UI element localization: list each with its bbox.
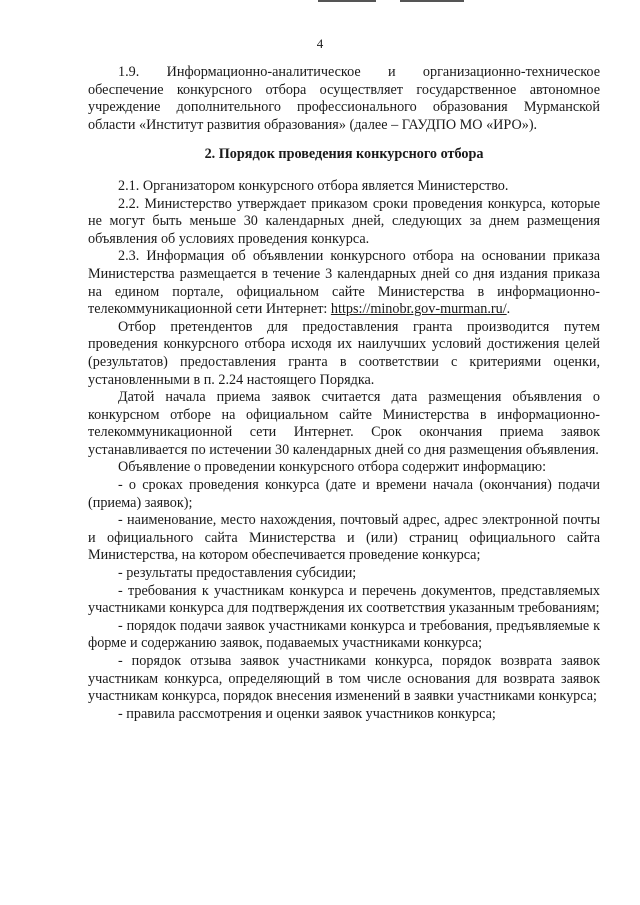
list-item: - порядок подачи заявок участниками конкурса и требования, предъявляемые к форме и содержанию заявок, подаваемых участниками конкурса; bbox=[88, 617, 600, 652]
paragraph-2-1: 2.1. Организатором конкурсного отбора является Министерство. bbox=[118, 177, 509, 194]
list-item: - о сроках проведения конкурса (дате и времени начала (окончания) подачи (приема) заявок); bbox=[88, 477, 600, 511]
list-item: - порядок отзыва заявок участниками конкурса, порядок возврата заявок участникам конкурса, определяющий в том числе основания для возврата заявок участникам конкурса, порядок внесения изменений в заявки участниками конкурса; bbox=[88, 653, 600, 705]
scan-mark-right bbox=[400, 0, 464, 2]
section-heading: 2. Порядок проведения конкурсного отбора bbox=[204, 146, 484, 163]
ministry-website-link[interactable]: https://minobr.gov-murman.ru/ bbox=[330, 301, 507, 318]
paragraph-start-date: Датой начала приема заявок считается дата размещения объявления о конкурсном отборе на официальном сайте Министерства в информационно-телекоммуникационной сети Интернет. Срок окончания приема заявок устанавливается по истечении 30 календарных дней со дня размещения объявления. bbox=[88, 389, 600, 458]
list-item: - требования к участникам конкурса и перечень документов, представляемых участниками конкурса для подтверждения их соответствия указанным требованиям; bbox=[88, 582, 600, 617]
paragraph-2-3-text: 2.3. Информация об объявлении конкурсного отбора на основании приказа Министерства размещается в течение 3 календарных дней со дня издания приказа на едином портале, официальном сайте Министерства в информационно-телекоммуникационной сети Интернет: bbox=[88, 248, 600, 318]
document-body bbox=[88, 64, 600, 723]
scan-top-marks bbox=[0, 0, 640, 6]
paragraph-1-9: 1.9. Информационно-аналитическое и организационно-техническое обеспечение конкурсного отбора осуществляет государственное автономное учреждение дополнительного профессионального образования Мурманской области «Институт развития образования» (далее – ГАУДПО МО «ИРО»). bbox=[88, 64, 600, 133]
paragraph-2-2: 2.2. Министерство утверждает приказом сроки проведения конкурса, которые не могут быть меньше 30 календарных дней, следующих за днем размещения объявления об условиях проведения конкурса. bbox=[88, 195, 600, 247]
paragraph-selection: Отбор претендентов для предоставления гранта производится путем проведения конкурсного отбора исходя их наилучших условий достижения целей (результатов) предоставления гранта в соответствии с критериями оценки, установленными в п. 2.24 настоящего Порядка. bbox=[88, 318, 600, 388]
paragraph-announcement: Объявление о проведении конкурсного отбора содержит информацию: bbox=[118, 459, 547, 476]
paragraph-2-3 bbox=[88, 248, 600, 318]
list-item: - результаты предоставления субсидии; bbox=[118, 565, 357, 582]
list-item: - правила рассмотрения и оценки заявок участников конкурса; bbox=[118, 705, 496, 722]
page-number: 4 bbox=[316, 36, 324, 51]
list-item: - наименование, место нахождения, почтовый адрес, адрес электронной почты и официального сайта Министерства и (или) страниц официального сайта Министерства, на котором обеспечивается проведение конкурса; bbox=[88, 512, 600, 564]
paragraph-2-3-end: . bbox=[506, 301, 511, 318]
scan-mark-left bbox=[318, 0, 376, 2]
